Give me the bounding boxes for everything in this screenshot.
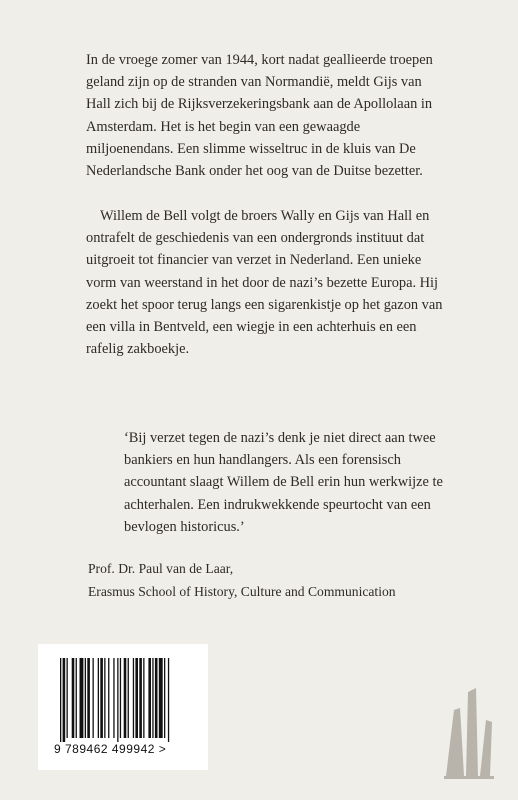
- barcode-bar: [168, 658, 169, 742]
- barcode-bar: [117, 658, 118, 742]
- publisher-logo-icon: [436, 680, 500, 780]
- barcode-bar: [104, 658, 105, 738]
- barcode-bar: [87, 658, 90, 738]
- barcode-bar: [135, 658, 138, 738]
- barcode-bar: [155, 658, 158, 738]
- barcode-bar: [76, 658, 77, 738]
- barcode-bar: [128, 658, 129, 738]
- barcode-bar: [63, 658, 66, 742]
- blurb-paragraph-2: Willem de Bell volgt de broers Wally en Gijs van Hall en ontrafelt de geschiedenis van een ondergronds instituut dat uitgroeit tot financier van verzet in Nederland. Een unieke vorm van weerstand in het door de nazi’s bezette Europa. Hij zoekt het spoor terug langs een sigarenkistje op het gazon van een villa in Bentveld, een wiegje in een achterhuis en een rafelig zakboekje.: [86, 208, 443, 358]
- barcode-bar: [124, 658, 127, 738]
- barcode-bar: [80, 658, 84, 738]
- barcode-bar: [164, 658, 165, 738]
- blurb-paragraph-1: In de vroege zomer van 1944, kort nadat geallieerde troepen geland zijn op de stranden van Normandië, meldt Gijs van Hall zich bij de Rijksverzekeringsbank aan de Apollolaan in Amsterdam. Het is het begin van een gewaagde miljoenendans. Een slimme wisseltruc in de kluis van De Nederlandsche Bank onder het oog van de Duitse bezetter.: [86, 52, 433, 180]
- review-quote: ‘Bij verzet tegen de nazi’s denk je niet direct aan twee bankiers en hun handlangers. Als een forensisch accountant slaagt Willem de Bell erin hun werkwijze te achterhalen. Een indrukwekkende speurtocht van een bevlogen historicus.’: [124, 430, 443, 535]
- barcode-bar: [152, 658, 153, 738]
- barcode-bar: [120, 658, 121, 738]
- barcode-bar: [113, 658, 114, 738]
- barcode-bar: [60, 658, 61, 742]
- barcode-bar: [85, 658, 86, 738]
- barcode-bar: [98, 658, 99, 738]
- quote-attribution: [88, 557, 488, 603]
- barcode-bar: [93, 658, 94, 738]
- barcode-bar: [108, 658, 109, 738]
- isbn-number: 9 789462 499942 >: [54, 742, 167, 756]
- isbn-barcode: [38, 644, 208, 770]
- barcode-bar: [100, 658, 103, 738]
- barcode-bar: [159, 658, 163, 738]
- barcode-bar: [72, 658, 75, 738]
- barcode-bar: [133, 658, 134, 738]
- barcode-bar: [139, 658, 142, 738]
- barcode-bar: [67, 658, 68, 738]
- barcode-bar: [148, 658, 151, 738]
- attribution-name: Prof. Dr. Paul van de Laar,: [88, 561, 234, 576]
- barcode-bar: [143, 658, 144, 738]
- attribution-affiliation: Erasmus School of History, Culture and Communication: [88, 584, 396, 599]
